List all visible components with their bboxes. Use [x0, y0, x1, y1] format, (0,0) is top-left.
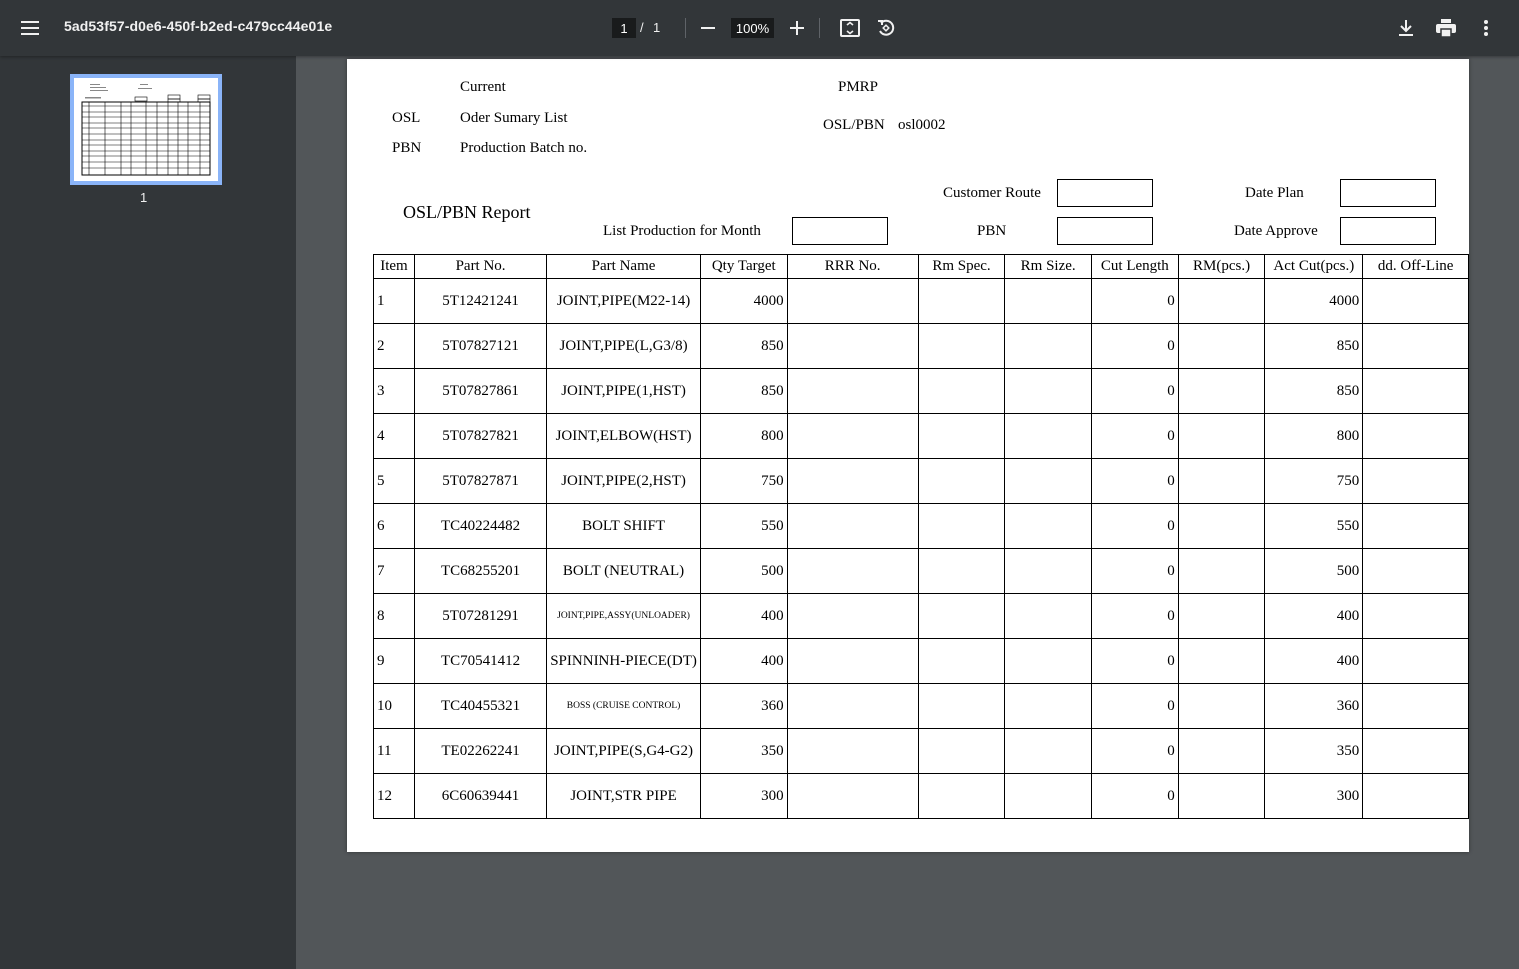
table-row: [374, 774, 1469, 819]
rm-size-cell: [1005, 639, 1092, 684]
rrr-no-cell: [787, 639, 918, 684]
part-name-cell: JOINT,PIPE,ASSY(UNLOADER): [547, 594, 701, 639]
table-row: [374, 459, 1469, 504]
osl-pbn-table: [373, 254, 1469, 819]
cut-length-cell: 0: [1091, 279, 1178, 324]
document-title: 5ad53f57-d0e6-450f-b2ed-c479cc44e01e: [64, 18, 333, 34]
part-no-cell: TC40224482: [414, 504, 546, 549]
rm-pcs-cell: [1178, 639, 1265, 684]
rrr-no-cell: [787, 549, 918, 594]
off-line-cell: [1363, 324, 1469, 369]
off-line-cell: [1363, 459, 1469, 504]
pbn-field-label: PBN: [977, 223, 1007, 239]
date-plan-box: [1340, 179, 1436, 207]
date-approve-box: [1340, 217, 1436, 245]
fit-to-page-button[interactable]: [838, 16, 862, 40]
rm-pcs-cell: [1178, 369, 1265, 414]
minus-icon: [701, 21, 715, 35]
part-name-cell: JOINT,PIPE(2,HST): [547, 459, 701, 504]
rm-spec-cell: [918, 549, 1005, 594]
more-actions-button[interactable]: [1474, 16, 1498, 40]
qty-target-cell: 360: [700, 684, 787, 729]
item-cell: 7: [374, 549, 415, 594]
act-cut-cell: 360: [1265, 684, 1363, 729]
download-button[interactable]: [1394, 16, 1418, 40]
off-line-cell: [1363, 504, 1469, 549]
item-cell: 5: [374, 459, 415, 504]
zoom-out-button[interactable]: [696, 16, 720, 40]
item-cell: 1: [374, 279, 415, 324]
qty-target-cell: 400: [700, 639, 787, 684]
off-line-cell: [1363, 414, 1469, 459]
cut-length-cell: 0: [1091, 414, 1178, 459]
osl-pbn-value: osl0002: [898, 117, 946, 133]
rm-pcs-cell: [1178, 774, 1265, 819]
qty-target-cell: 800: [700, 414, 787, 459]
print-button[interactable]: [1434, 16, 1458, 40]
rm-size-cell: [1005, 504, 1092, 549]
page-number-input[interactable]: 1: [612, 18, 636, 38]
rrr-no-cell: [787, 594, 918, 639]
rm-pcs-cell: [1178, 459, 1265, 504]
column-header: Item: [374, 255, 415, 279]
column-header: Rm Spec.: [918, 255, 1005, 279]
qty-target-cell: 400: [700, 594, 787, 639]
item-cell: 9: [374, 639, 415, 684]
part-name-cell: JOINT,PIPE(M22-14): [547, 279, 701, 324]
qty-target-cell: 500: [700, 549, 787, 594]
osl-description: Oder Sumary List: [460, 110, 568, 126]
rm-pcs-cell: [1178, 414, 1265, 459]
date-plan-label: Date Plan: [1245, 185, 1304, 201]
qty-target-cell: 750: [700, 459, 787, 504]
page-separator: /: [640, 20, 644, 35]
rm-spec-cell: [918, 279, 1005, 324]
qty-target-cell: 850: [700, 324, 787, 369]
download-icon: [1398, 19, 1414, 37]
zoom-in-button[interactable]: [785, 16, 809, 40]
rm-spec-cell: [918, 369, 1005, 414]
osl-abbr: OSL: [392, 110, 421, 126]
thumbnail-sidebar: [0, 56, 296, 969]
part-name-cell: BOSS (CRUISE CONTROL): [547, 684, 701, 729]
column-header: Part Name: [547, 255, 701, 279]
table-row: [374, 324, 1469, 369]
qty-target-cell: 550: [700, 504, 787, 549]
part-name-cell: JOINT,PIPE(L,G3/8): [547, 324, 701, 369]
table-row: [374, 549, 1469, 594]
rm-pcs-cell: [1178, 549, 1265, 594]
table-row: [374, 369, 1469, 414]
rm-spec-cell: [918, 504, 1005, 549]
pdf-page: [347, 59, 1469, 852]
table-row: [374, 279, 1469, 324]
off-line-cell: [1363, 729, 1469, 774]
column-header: Cut Length: [1091, 255, 1178, 279]
menu-icon: [21, 21, 39, 35]
part-no-cell: 5T07827871: [414, 459, 546, 504]
act-cut-cell: 400: [1265, 639, 1363, 684]
page-total: 1: [653, 20, 661, 35]
thumbnail-page-label: 1: [140, 190, 148, 205]
qty-target-cell: 4000: [700, 279, 787, 324]
cut-length-cell: 0: [1091, 729, 1178, 774]
rotate-icon: [876, 18, 896, 38]
rrr-no-cell: [787, 279, 918, 324]
part-no-cell: 5T07827121: [414, 324, 546, 369]
rm-size-cell: [1005, 774, 1092, 819]
part-no-cell: TC68255201: [414, 549, 546, 594]
act-cut-cell: 850: [1265, 324, 1363, 369]
rm-spec-cell: [918, 414, 1005, 459]
off-line-cell: [1363, 369, 1469, 414]
rm-pcs-cell: [1178, 729, 1265, 774]
menu-button[interactable]: [14, 12, 46, 44]
table-row: [374, 684, 1469, 729]
list-production-label: List Production for Month: [603, 223, 761, 239]
rm-spec-cell: [918, 459, 1005, 504]
table-row: [374, 504, 1469, 549]
zoom-input[interactable]: 100%: [731, 18, 774, 38]
rm-size-cell: [1005, 324, 1092, 369]
item-cell: 4: [374, 414, 415, 459]
part-no-cell: TC40455321: [414, 684, 546, 729]
part-name-cell: BOLT SHIFT: [547, 504, 701, 549]
act-cut-cell: 500: [1265, 549, 1363, 594]
part-no-cell: 5T07827861: [414, 369, 546, 414]
part-no-cell: TC70541412: [414, 639, 546, 684]
rrr-no-cell: [787, 369, 918, 414]
item-cell: 10: [374, 684, 415, 729]
table-row: [374, 414, 1469, 459]
item-cell: 2: [374, 324, 415, 369]
toolbar-divider: [685, 18, 686, 38]
act-cut-cell: 4000: [1265, 279, 1363, 324]
rm-spec-cell: [918, 594, 1005, 639]
part-name-cell: SPINNINH-PIECE(DT): [547, 639, 701, 684]
viewer-toolbar: [0, 0, 1519, 56]
plus-icon: [790, 21, 804, 35]
rm-spec-cell: [918, 324, 1005, 369]
rm-size-cell: [1005, 279, 1092, 324]
off-line-cell: [1363, 774, 1469, 819]
rrr-no-cell: [787, 504, 918, 549]
column-header: Qty Target: [700, 255, 787, 279]
off-line-cell: [1363, 594, 1469, 639]
pbn-description: Production Batch no.: [460, 140, 588, 156]
act-cut-cell: 800: [1265, 414, 1363, 459]
rm-pcs-cell: [1178, 504, 1265, 549]
act-cut-cell: 300: [1265, 774, 1363, 819]
table-header-row: [374, 255, 1469, 279]
rm-size-cell: [1005, 684, 1092, 729]
column-header: RM(pcs.): [1178, 255, 1265, 279]
column-header: Rm Size.: [1005, 255, 1092, 279]
report-title: OSL/PBN Report: [403, 202, 531, 222]
rrr-no-cell: [787, 324, 918, 369]
qty-target-cell: 350: [700, 729, 787, 774]
cut-length-cell: 0: [1091, 369, 1178, 414]
more-vert-icon: [1484, 20, 1488, 36]
off-line-cell: [1363, 684, 1469, 729]
part-name-cell: JOINT,PIPE(1,HST): [547, 369, 701, 414]
pbn-abbr: PBN: [392, 140, 422, 156]
item-cell: 3: [374, 369, 415, 414]
off-line-cell: [1363, 549, 1469, 594]
part-no-cell: 5T07281291: [414, 594, 546, 639]
table-row: [374, 594, 1469, 639]
date-approve-label: Date Approve: [1234, 223, 1318, 239]
act-cut-cell: 550: [1265, 504, 1363, 549]
off-line-cell: [1363, 639, 1469, 684]
qty-target-cell: 300: [700, 774, 787, 819]
cut-length-cell: 0: [1091, 324, 1178, 369]
cut-length-cell: 0: [1091, 504, 1178, 549]
rm-size-cell: [1005, 414, 1092, 459]
rm-pcs-cell: [1178, 594, 1265, 639]
item-cell: 8: [374, 594, 415, 639]
rrr-no-cell: [787, 774, 918, 819]
cut-length-cell: 0: [1091, 639, 1178, 684]
list-production-box: [792, 217, 888, 245]
osl-pbn-label: OSL/PBN: [823, 117, 885, 133]
part-no-cell: 5T07827821: [414, 414, 546, 459]
cut-length-cell: 0: [1091, 774, 1178, 819]
table-row: [374, 639, 1469, 684]
toolbar-divider: [819, 18, 820, 38]
rm-pcs-cell: [1178, 324, 1265, 369]
part-name-cell: JOINT,ELBOW(HST): [547, 414, 701, 459]
part-no-cell: 5T12421241: [414, 279, 546, 324]
act-cut-cell: 350: [1265, 729, 1363, 774]
cut-length-cell: 0: [1091, 459, 1178, 504]
off-line-cell: [1363, 279, 1469, 324]
act-cut-cell: 400: [1265, 594, 1363, 639]
rm-spec-cell: [918, 684, 1005, 729]
rrr-no-cell: [787, 729, 918, 774]
part-no-cell: TE02262241: [414, 729, 546, 774]
item-cell: 6: [374, 504, 415, 549]
act-cut-cell: 750: [1265, 459, 1363, 504]
pmrp-label: PMRP: [838, 79, 879, 95]
part-name-cell: JOINT,STR PIPE: [547, 774, 701, 819]
rm-spec-cell: [918, 729, 1005, 774]
rm-size-cell: [1005, 369, 1092, 414]
column-header: Act Cut(pcs.): [1265, 255, 1363, 279]
table-row: [374, 729, 1469, 774]
part-name-cell: BOLT (NEUTRAL): [547, 549, 701, 594]
print-icon: [1436, 19, 1456, 37]
customer-route-box: [1057, 179, 1153, 207]
rm-pcs-cell: [1178, 279, 1265, 324]
qty-target-cell: 850: [700, 369, 787, 414]
current-label: Current: [460, 79, 506, 95]
page-thumbnail[interactable]: [70, 74, 222, 185]
rrr-no-cell: [787, 684, 918, 729]
page-thumbnail-preview: [80, 82, 212, 177]
column-header: Part No.: [414, 255, 546, 279]
column-header: dd. Off-Line: [1363, 255, 1469, 279]
fit-to-page-icon: [840, 19, 860, 37]
column-header: RRR No.: [787, 255, 918, 279]
rm-size-cell: [1005, 729, 1092, 774]
rotate-button[interactable]: [874, 16, 898, 40]
rm-size-cell: [1005, 549, 1092, 594]
pbn-box: [1057, 217, 1153, 245]
rrr-no-cell: [787, 459, 918, 504]
rrr-no-cell: [787, 414, 918, 459]
cut-length-cell: 0: [1091, 549, 1178, 594]
part-name-cell: JOINT,PIPE(S,G4-G2): [547, 729, 701, 774]
rm-spec-cell: [918, 774, 1005, 819]
cut-length-cell: 0: [1091, 684, 1178, 729]
part-no-cell: 6C60639441: [414, 774, 546, 819]
rm-pcs-cell: [1178, 684, 1265, 729]
customer-route-label: Customer Route: [943, 185, 1041, 201]
rm-spec-cell: [918, 639, 1005, 684]
item-cell: 12: [374, 774, 415, 819]
item-cell: 11: [374, 729, 415, 774]
rm-size-cell: [1005, 594, 1092, 639]
rm-size-cell: [1005, 459, 1092, 504]
cut-length-cell: 0: [1091, 594, 1178, 639]
act-cut-cell: 850: [1265, 369, 1363, 414]
